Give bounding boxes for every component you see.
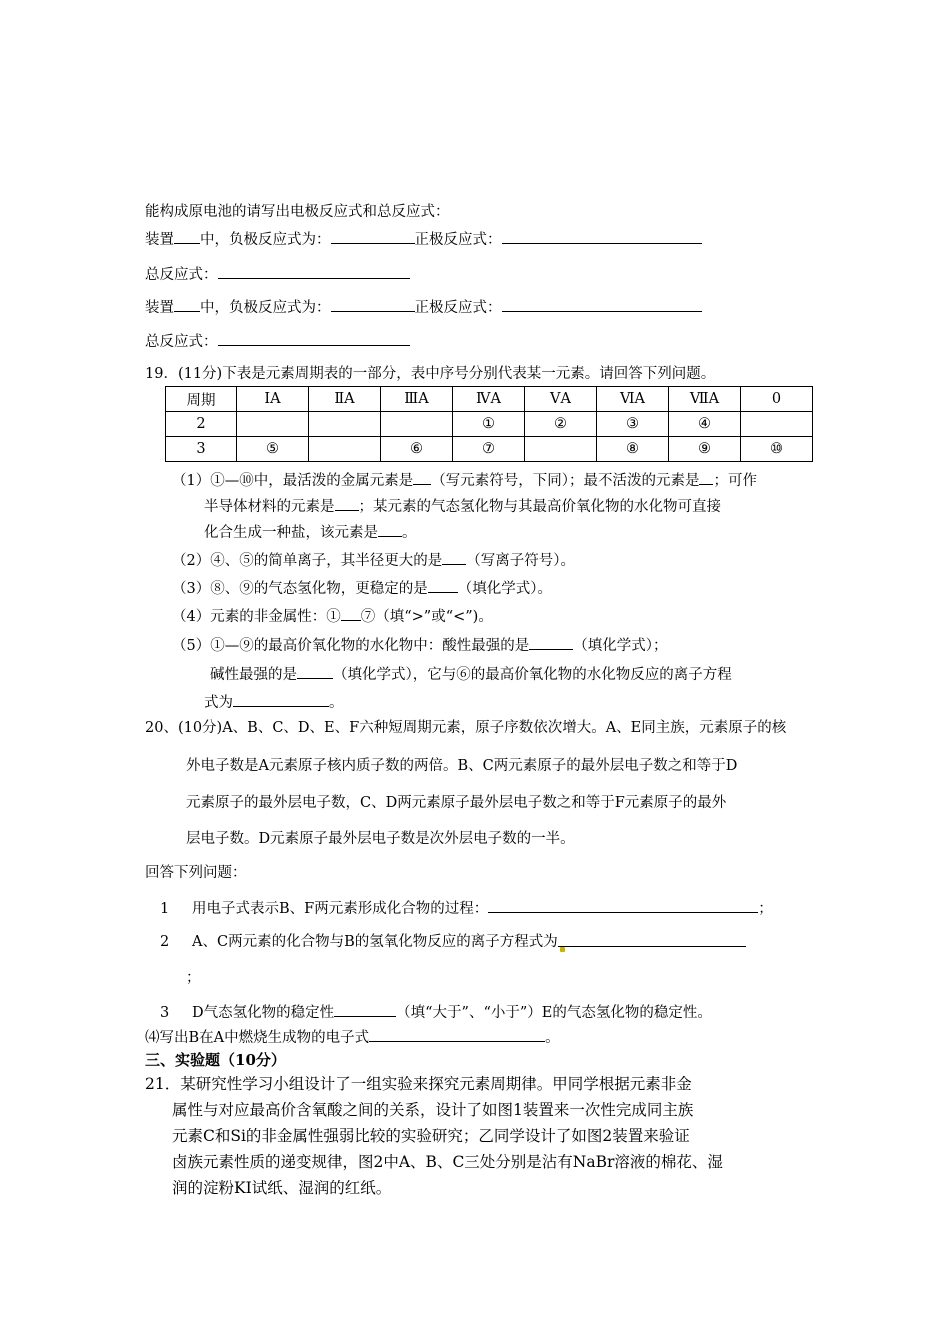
answer-blank[interactable] <box>529 635 573 650</box>
negative-label: 中，负极反应式为： <box>200 232 331 248</box>
answer-blank[interactable] <box>558 932 746 947</box>
total-blank[interactable] <box>218 331 410 346</box>
header-cell: IA <box>237 387 309 412</box>
positive-label: 正极反应式： <box>414 232 502 248</box>
answer-blank[interactable] <box>699 470 713 485</box>
table-cell: 2 <box>166 412 237 437</box>
table-cell: 3 <box>166 437 237 462</box>
q21-line2: 属性与对应最高价含氧酸之间的关系，设计了如图1装置来一次性完成同主族 <box>172 1101 694 1119</box>
total-line-1 <box>145 264 410 285</box>
device-label: 装置 <box>145 300 174 316</box>
q20-sub2: 2 A、C两元素的化合物与B的氢氧化物反应的离子方程式为 <box>160 932 746 952</box>
highlight-mark <box>560 947 565 952</box>
table-cell: ⑥ <box>381 437 453 462</box>
table-cell: ③ <box>597 412 669 437</box>
q19-part5-line2: 碱性最强的是 （填化学式），它与⑥的最高价氧化物的水化物反应的离子方程 <box>210 664 732 685</box>
table-cell: ⑩ <box>741 437 813 462</box>
negative-label: 中，负极反应式为： <box>200 300 331 316</box>
table-header-row <box>166 387 813 412</box>
q19-part5-line3: 式为 。 <box>204 692 344 713</box>
answer-blank[interactable] <box>413 470 431 485</box>
table-cell <box>741 412 813 437</box>
device-blank[interactable] <box>174 229 200 244</box>
answer-blank[interactable] <box>488 898 758 913</box>
answer-blank[interactable] <box>334 1002 396 1017</box>
positive-label: 正极反应式： <box>414 300 502 316</box>
answer-blank[interactable] <box>378 522 402 537</box>
q19-part1-line2: 半导体材料的元素是 ；某元素的气态氢化物与其最高价氧化物的水化物可直接 <box>204 496 721 517</box>
device-blank[interactable] <box>174 297 200 312</box>
table-cell: ④ <box>669 412 741 437</box>
table-cell <box>237 412 309 437</box>
table-cell <box>381 412 453 437</box>
q19-part1-line3: 化合生成一种盐，该元素是 。 <box>204 522 417 543</box>
q19-part5-line1: （5）①—⑨的最高价氧化物的水化物中：酸性最强的是 （填化学式）； <box>172 635 667 656</box>
answer-blank[interactable] <box>233 692 329 707</box>
table-row <box>166 412 813 437</box>
q19-part1-line1: （1）①—⑩中，最活泼的金属元素是 （写元素符号，下同）；最不活泼的元素是 ；可作 <box>172 470 757 491</box>
header-cell: ⅡA <box>309 387 381 412</box>
table-cell: ⑨ <box>669 437 741 462</box>
header-cell: 周期 <box>166 387 237 412</box>
answer-blank[interactable] <box>335 496 359 511</box>
q19-title: 19．(11分)下表是元素周期表的一部分，表中序号分别代表某一元素。请回答下列问题。 <box>145 366 716 382</box>
negative-blank[interactable] <box>331 229 415 244</box>
q20-sub4: ⑷写出B在A中燃烧生成物的电子式 。 <box>145 1027 560 1048</box>
device-label: 装置 <box>145 232 174 248</box>
q20-sub1: 1 用电子式表示B、F两元素形成化合物的过程： ； <box>160 898 773 919</box>
q20-line4: 层电子数。D元素原子最外层电子数是次外层电子数的一半。 <box>186 831 575 847</box>
q20-answer-intro: 回答下列问题： <box>145 865 247 881</box>
q21-line4: 卤族元素性质的递变规律，图2中A、B、C三处分别是沾有NaBr溶液的棉花、湿 <box>172 1153 723 1171</box>
q20-line3: 元素原子的最外层电子数，C、D两元素原子最外层电子数之和等于F元素原子的最外 <box>186 795 727 811</box>
table-cell <box>309 412 381 437</box>
header-cell: ⅤA <box>525 387 597 412</box>
table-cell: ⑦ <box>453 437 525 462</box>
table-cell: ① <box>453 412 525 437</box>
total-blank[interactable] <box>218 264 410 279</box>
answer-blank[interactable] <box>442 550 466 565</box>
answer-blank[interactable] <box>341 606 361 621</box>
q19-part4: （4）元素的非金属性：① ⑦（填“>”或“<”)。 <box>172 606 493 627</box>
q19-part3: （3）⑧、⑨的气态氢化物，更稳定的是 （填化学式）。 <box>172 578 552 599</box>
q20-sub2-end: ； <box>186 970 201 986</box>
q20-line2: 外电子数是A元素原子核内质子数的两倍。B、C两元素原子的最外层电子数之和等于D <box>186 758 738 774</box>
periodic-table <box>165 386 813 462</box>
header-cell: ⅥA <box>597 387 669 412</box>
header-cell: 0 <box>741 387 813 412</box>
table-cell: ② <box>525 412 597 437</box>
q21-line1: 21．某研究性学习小组设计了一组实验来探究元素周期律。甲同学根据元素非金 <box>145 1075 692 1093</box>
section-heading: 三、实验题（10分） <box>145 1051 286 1069</box>
table-cell <box>525 437 597 462</box>
answer-blank[interactable] <box>428 578 458 593</box>
positive-blank[interactable] <box>502 297 702 312</box>
q19-part2: （2）④、⑤的简单离子，其半径更大的是 （写离子符号）。 <box>172 550 575 571</box>
device-line-1 <box>145 229 702 250</box>
table-cell: ⑤ <box>237 437 309 462</box>
table-row <box>166 437 813 462</box>
q20-sub3: 3 D气态氢化物的稳定性 （填“大于”、“小于”）E的气态氢化物的稳定性。 <box>160 1002 712 1023</box>
q20-line1: 20、(10分)A、B、C、D、E、F六种短周期元素，原子序数依次增大。A、E同主族，元素原子的核 <box>145 720 787 736</box>
device-line-2 <box>145 297 702 318</box>
header-cell: ⅢA <box>381 387 453 412</box>
answer-blank[interactable] <box>369 1027 545 1042</box>
header-cell: ⅦA <box>669 387 741 412</box>
total-label: 总反应式： <box>145 267 218 283</box>
total-label: 总反应式： <box>145 334 218 350</box>
answer-blank[interactable] <box>297 664 333 679</box>
header-cell: ⅣA <box>453 387 525 412</box>
q21-line3: 元素C和Si的非金属性强弱比较的实验研究；乙同学设计了如图2装置来验证 <box>172 1127 690 1145</box>
table-cell <box>309 437 381 462</box>
negative-blank[interactable] <box>331 297 415 312</box>
cell-intro: 能构成原电池的请写出电极反应式和总反应式： <box>145 204 450 220</box>
q21-line5: 润的淀粉KI试纸、湿润的红纸。 <box>172 1179 392 1197</box>
positive-blank[interactable] <box>502 229 702 244</box>
table-cell: ⑧ <box>597 437 669 462</box>
total-line-2 <box>145 331 410 352</box>
